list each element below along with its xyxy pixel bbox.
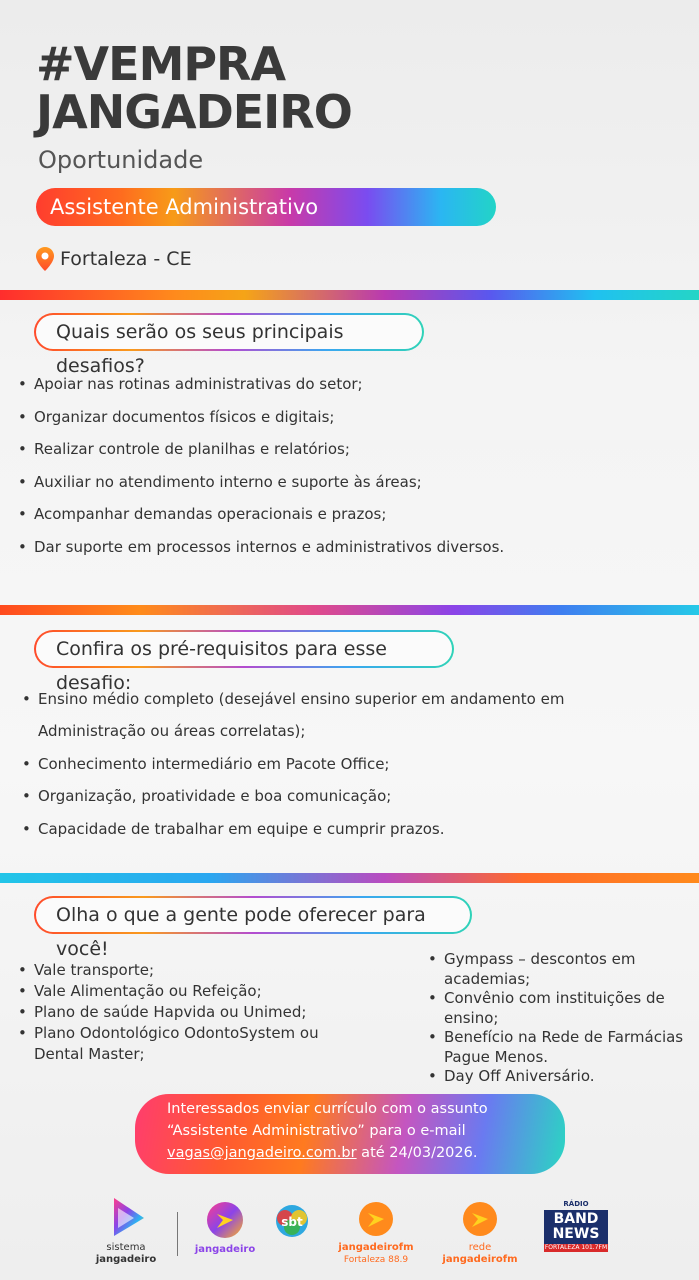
- list-item: • Acompanhar demandas operacionais e prazos;: [18, 503, 658, 536]
- list-item: • Benefício na Rede de Farmácias Pague Menos.: [428, 1028, 688, 1067]
- band-news-badge: [544, 1210, 608, 1244]
- title-line-1: #VEMPRA: [36, 37, 286, 91]
- list-item: • Vale Alimentação ou Refeição;: [18, 981, 338, 1002]
- list-item: • Auxiliar no atendimento interno e suporte às áreas;: [18, 471, 658, 504]
- list-item: • Day Off Aniversário.: [428, 1067, 688, 1087]
- logo-divider: [177, 1212, 178, 1256]
- rede-jangadeiro-fm-logo: [440, 1200, 520, 1266]
- logo-text-2: Fortaleza 88.9: [343, 1255, 409, 1265]
- benefits-list-left: [18, 960, 338, 1065]
- list-item: [22, 688, 662, 742]
- logo-text-2: BAND: [553, 1211, 599, 1227]
- list-item: • Convênio com instituições de ensino;: [428, 989, 688, 1028]
- title-line-2: JANGADEIRO: [36, 85, 352, 139]
- requirements-heading: Confira os pré-requisitos para esse desafio:: [34, 630, 454, 668]
- list-item: • Conhecimento intermediário em Pacote Office;: [22, 753, 662, 775]
- jangadeiro-fm-logo: [336, 1200, 416, 1266]
- logo-text-1: RÁDIO: [563, 1200, 589, 1208]
- subtitle: Oportunidade: [38, 146, 204, 174]
- challenges-list: [18, 373, 658, 568]
- logo-text-1: rede: [468, 1242, 492, 1253]
- rede-fm-icon: [461, 1200, 499, 1238]
- play-icon: [104, 1196, 148, 1238]
- list-item: • Vale transporte;: [18, 960, 338, 981]
- logo-text-2: jangadeiro: [95, 1254, 157, 1265]
- list-item: • Gympass – descontos em academias;: [428, 950, 688, 989]
- list-item: • Organizar documentos físicos e digitais;: [18, 406, 658, 439]
- logo-text-3: NEWS: [552, 1226, 600, 1242]
- divider-bar-2: [0, 605, 699, 615]
- application-callout: [135, 1094, 565, 1174]
- location: [36, 247, 192, 271]
- email-link[interactable]: vagas@jangadeiro.com.br: [167, 1145, 357, 1161]
- jangadeiro-icon: [205, 1200, 245, 1240]
- sbt-logo: [270, 1204, 314, 1242]
- logo-text-1: sistema: [106, 1242, 146, 1253]
- deadline-text: até 24/03/2026.: [356, 1145, 478, 1161]
- benefits-list-right: [428, 950, 688, 1087]
- logo-text: jangadeiro: [194, 1244, 256, 1255]
- page-title: [36, 37, 352, 139]
- list-item: • Realizar controle de planilhas e relatórios;: [18, 438, 658, 471]
- list-item: • Organização, proatividade e boa comunicação;: [22, 785, 662, 807]
- logo-text-1: jangadeirofm: [338, 1242, 414, 1253]
- logo-text-2: jangadeirofm: [442, 1254, 518, 1265]
- logo-text-4: FORTALEZA 101.7FM: [544, 1244, 608, 1251]
- list-item-line-1: Ensino médio completo (desejável ensino superior em andamento em: [38, 690, 565, 708]
- divider-bar-3: [0, 873, 699, 883]
- jangadeiro-logo: [190, 1200, 260, 1256]
- band-news-logo: [544, 1198, 608, 1252]
- callout-line-1: Interessados enviar currículo com o assunto: [167, 1101, 488, 1117]
- list-item: • Dar suporte em processos internos e administrativos diversos.: [18, 536, 658, 569]
- benefits-heading: Olha o que a gente pode oferecer para você!: [34, 896, 472, 934]
- role-badge: Assistente Administrativo: [36, 188, 496, 226]
- location-pin-icon: [36, 247, 54, 271]
- callout-line-3: [167, 1142, 555, 1164]
- list-item-line-2: Administração ou áreas correlatas);: [38, 722, 306, 740]
- callout-line-2: “Assistente Administrativo” para o e-mail: [167, 1123, 466, 1139]
- sbt-text: sbt: [281, 1215, 303, 1229]
- requirements-list: [22, 688, 662, 850]
- list-item: • Plano Odontológico OdontoSystem ou Dental Master;: [18, 1023, 338, 1065]
- list-item: • Plano de saúde Hapvida ou Unimed;: [18, 1002, 338, 1023]
- sistema-jangadeiro-logo: [88, 1196, 164, 1266]
- sbt-icon: [272, 1204, 312, 1238]
- list-item: • Apoiar nas rotinas administrativas do setor;: [18, 373, 658, 406]
- divider-bar-1: [0, 290, 699, 300]
- list-item: • Capacidade de trabalhar em equipe e cumprir prazos.: [22, 818, 662, 840]
- challenges-heading: Quais serão os seus principais desafios?: [34, 313, 424, 351]
- jangadeiro-fm-icon: [357, 1200, 395, 1238]
- location-text: Fortaleza - CE: [60, 248, 192, 270]
- footer-logos: [0, 1190, 699, 1270]
